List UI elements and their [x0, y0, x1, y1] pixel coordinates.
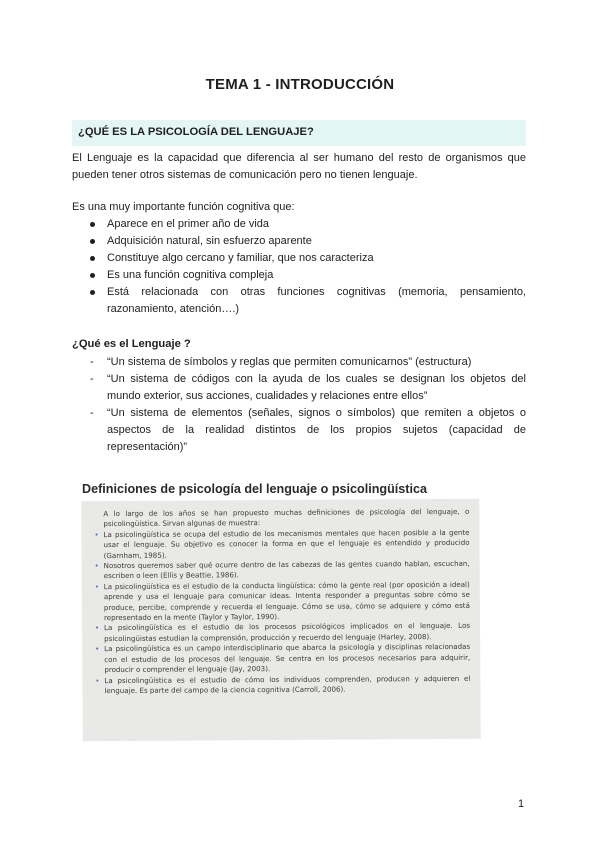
page-number: 1 [518, 798, 525, 810]
definition-item [72, 405, 526, 456]
figure-item-text: La psicolingüística es el estudio de la conducta lingüística: cómo la gente real (por oposición a ideal) aprende y usa el lenguaje para comunicar ideas. Intenta responder a preguntas sobre cómo se produce, percibe, comprende y recuerda el lenguaje. Cómo se usa, cómo se adquiere y cómo está representado en la mente (Taylor y Taylor, 1990). [103, 579, 470, 623]
figure-bullet-icon: • [95, 644, 100, 654]
figure-definition-list [91, 528, 470, 697]
function-paragraph: Es una muy importante función cognitiva que: [72, 201, 295, 213]
language-subheading: ¿Qué es el Lenguaje ? [72, 338, 191, 350]
figure-item-text: Nosotros queremos saber qué ocurre dentro de las cabezas de las gentes cuando hablan, escuchan, escriben o leen (Ellis y Beattie, 1986). [103, 558, 470, 581]
figure-bullet-icon: • [94, 529, 99, 539]
dash-marker: - [90, 373, 94, 385]
bullet-item [72, 284, 526, 318]
bullet-text: Está relacionada con otras funciones cognitivas (memoria, pensamiento, razonamiento, atención….) [107, 286, 526, 315]
figure-intro: A lo largo de los años se han propuesto muchas definiciones de psicología del lenguaje, o psicolingüística. Sirvan algunas de muestra: [103, 506, 470, 529]
bullet-dot-icon [90, 239, 95, 244]
definition-text: “Un sistema de elementos (señales, signos o símbolos) que remiten a objetos o aspectos de la realidad distintos de los propios sujetos (capacidad de representación)” [107, 407, 526, 453]
figure-list-item [92, 642, 470, 676]
figure-list-item [92, 621, 470, 644]
definition-text: “Un sistema de símbolos y reglas que permiten comunicarnos” (estructura) [107, 356, 472, 368]
page-title: TEMA 1 - INTRODUCCIÓN [205, 76, 395, 93]
definition-item [72, 371, 526, 405]
bullet-text: Adquisición natural, sin esfuerzo aparente [107, 235, 312, 247]
definitions-figure [81, 499, 480, 741]
dash-marker: - [90, 356, 94, 368]
figure-list-item [92, 559, 470, 582]
bullet-dot-icon [90, 256, 95, 261]
dash-marker: - [90, 407, 94, 419]
bullet-text: Constituye algo cercano y familiar, que nos caracteriza [107, 252, 374, 264]
bullet-text: Aparece en el primer año de vida [107, 218, 270, 230]
figure-item-text: La psicolingüística es el estudio de los procesos psicológicos implicados en el lenguaje. Los psicolingüistas estudian la comprensión, producción y recuerdo del lenguaje (Harley, 2008). [104, 621, 471, 643]
definition-text: “Un sistema de códigos con la ayuda de los cuales se designan los objetos del mundo exterior, sus acciones, cualidades y relaciones entre ellos” [107, 373, 526, 402]
figure-item-text: La psicolingüística se ocupa del estudio de los mecanismos mentales que hacen posible a la gente usar el lenguaje. Su objetivo es conocer la forma en que el lenguaje es entendido y producido (Garnham, 1985). [103, 527, 470, 560]
figure-item-text: La psicolingüística es un campo interdisciplinario que abarca la psicología y disciplinas relacionadas con el estudio de los procesos del lenguaje. Se centra en los procesos necesarios para adquirir, producir o comprender el lenguaje (Jay, 2003). [104, 642, 471, 675]
function-bullet-list [72, 216, 526, 318]
bullet-dot-icon [90, 222, 95, 227]
figure-bullet-icon: • [95, 675, 100, 685]
bullet-dot-icon [90, 273, 95, 278]
figure-bullet-icon: • [94, 581, 100, 591]
definition-item [72, 354, 526, 371]
figure-list-item [92, 580, 470, 624]
bullet-item [72, 233, 526, 250]
definition-dash-list [72, 354, 526, 456]
figure-list-item [92, 673, 470, 696]
intro-paragraph: El Lenguaje es la capacidad que diferencia al ser humano del resto de organismos que pueden tener otros sistemas de comunicación pero no tienen lenguaje. [72, 152, 526, 181]
figure-bullet-icon: • [94, 561, 99, 571]
section-heading: ¿QUÉ ES LA PSICOLOGÍA DEL LENGUAJE? [72, 120, 526, 146]
bullet-dot-icon [90, 290, 95, 295]
bullet-text: Es una función cognitiva compleja [107, 269, 274, 281]
figure-bullet-icon: • [95, 623, 100, 633]
bullet-item [72, 216, 526, 233]
bullet-item [72, 250, 526, 267]
figure-title: Definiciones de psicología del lenguaje o psicolingüística [82, 482, 427, 496]
bullet-item [72, 267, 526, 284]
figure-item-text: La psicolingüística es el estudio de cómo los individuos comprenden, producen y adquieren el lenguaje. Es parte del campo de la ciencia cognitiva (Carroll, 2006). [104, 673, 471, 695]
figure-list-item [91, 528, 469, 562]
